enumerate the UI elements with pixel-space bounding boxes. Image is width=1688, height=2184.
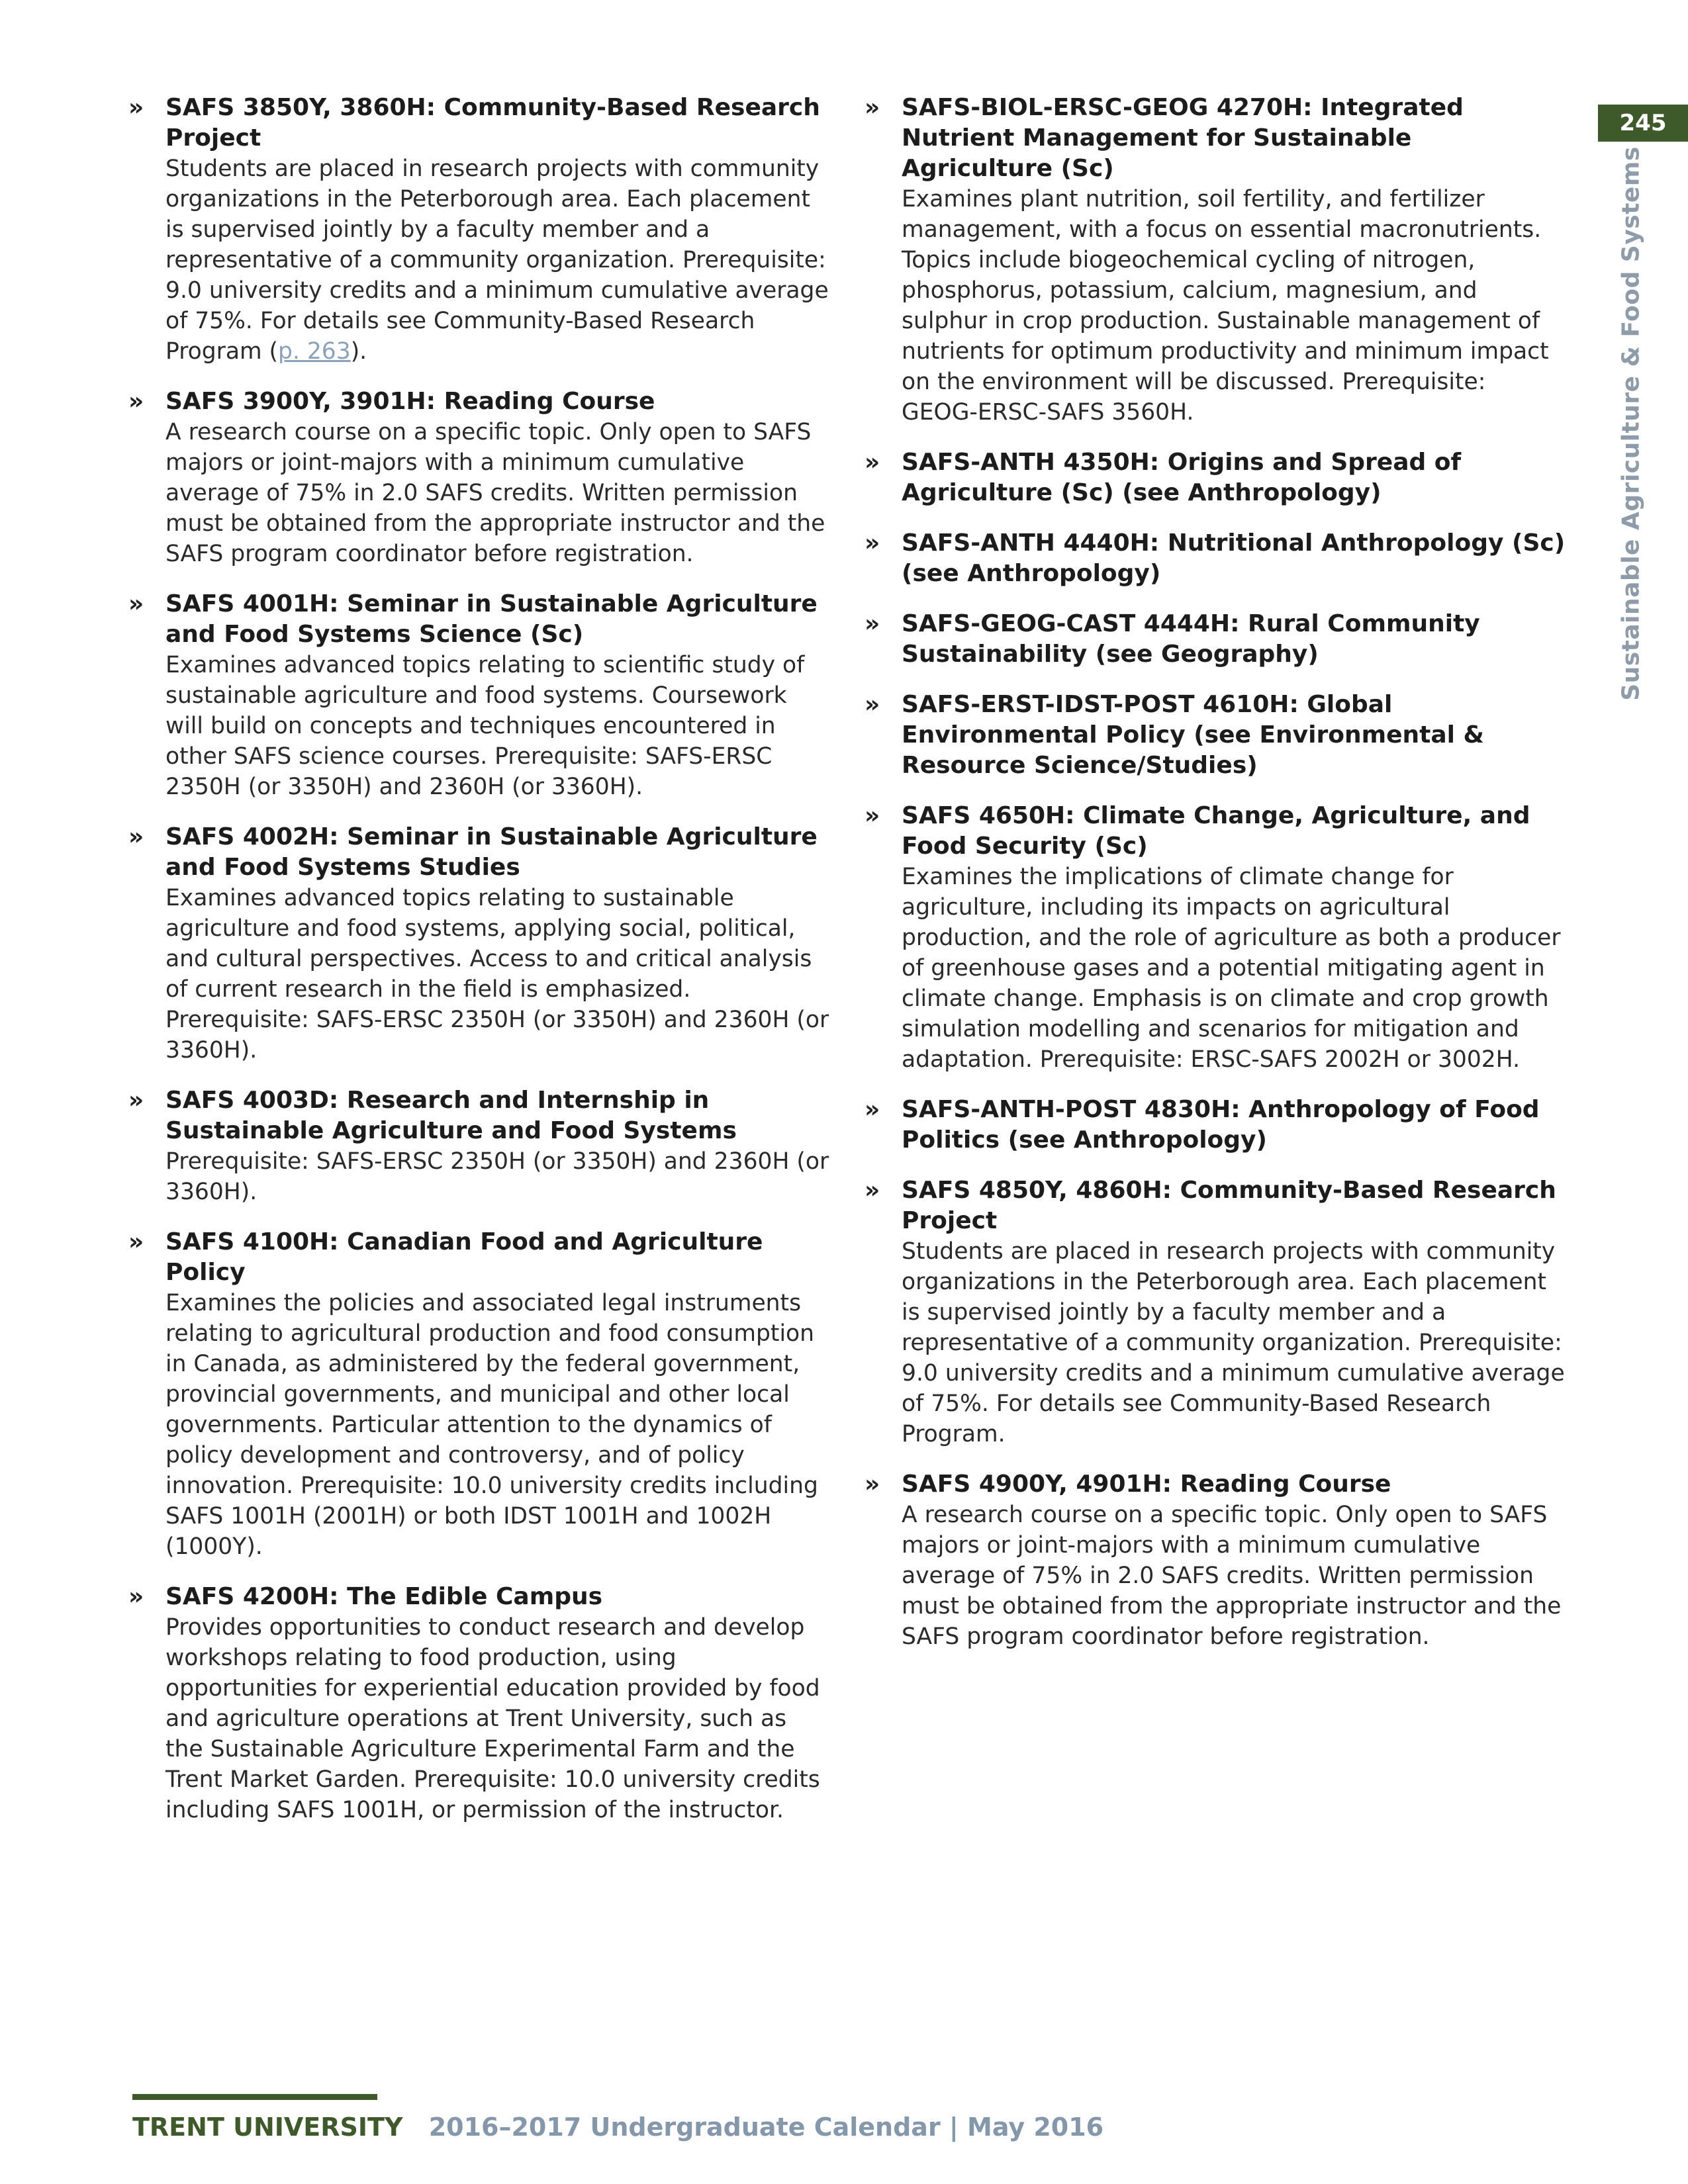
- course-title: SAFS 4200H: The Edible Campus: [165, 1583, 603, 1610]
- bullet-chevron-icon: »: [128, 1583, 144, 1610]
- bullet-chevron-icon: »: [865, 94, 880, 121]
- course-entry-safs-4001h: [128, 589, 830, 802]
- course-title: SAFS-ANTH-POST 4830H: Anthropology of Food Politics (see Anthropology): [902, 1096, 1540, 1154]
- bullet-chevron-icon: »: [128, 823, 144, 850]
- course-title: SAFS 4002H: Seminar in Sustainable Agriculture and Food Systems Studies: [165, 823, 818, 881]
- course-entry-safs-4002h: [128, 822, 830, 1066]
- course-entry-safs-4100h: [128, 1227, 830, 1562]
- course-description: Examines advanced topics relating to sustainable agriculture and food systems, applying social, political, and cultural perspectives. Access to and critical analysis of current research in the field is emphasized. Prerequisite: SAFS-ERSC 2350H (or 3350H) and 2360H (or 3360H).: [165, 885, 829, 1064]
- course-description-end: ).: [350, 338, 367, 365]
- course-title: SAFS 4100H: Canadian Food and Agriculture Policy: [165, 1228, 763, 1286]
- course-entry-safs-geog-4444h: [865, 609, 1566, 670]
- course-entry-safs-anth-4440h: [865, 528, 1566, 589]
- footer-divider: [132, 2094, 377, 2100]
- bullet-chevron-icon: »: [865, 1096, 880, 1123]
- course-description: A research course on a specific topic. Only open to SAFS majors or joint-majors with a minimum cumulative average of 75% in 2.0 SAFS credits. Written permission must be obtained from the appropriate instructor and the SAFS program coordinator before registration.: [165, 419, 825, 567]
- course-description-text: Students are placed in research projects with community organizations in the Peterborough area. Each placement is supervised jointly by a faculty member and a representative of a community organization. Prerequisite: 9.0 university credits and a minimum cumulative average of 75%. For details see Community-Based Research Program (: [165, 156, 829, 365]
- bullet-chevron-icon: »: [865, 802, 880, 829]
- course-description: A research course on a specific topic. Only open to SAFS majors or joint-majors with a minimum cumulative average of 75% in 2.0 SAFS credits. Written permission must be obtained from the appropriate instructor and the SAFS program coordinator before registration.: [902, 1502, 1562, 1650]
- bullet-chevron-icon: »: [128, 1087, 144, 1114]
- course-description: Examines advanced topics relating to scientific study of sustainable agriculture and food systems. Coursework will build on concepts and techniques encountered in other SAFS science courses. Prerequisite: SAFS-ERSC 2350H (or 3350H) and 2360H (or 3360H).: [165, 652, 805, 800]
- course-title: SAFS 4900Y, 4901H: Reading Course: [902, 1471, 1391, 1498]
- left-column: [128, 93, 830, 1845]
- course-entry-safs-4270h: [865, 93, 1566, 428]
- course-description: Provides opportunities to conduct research and develop workshops relating to food production, using opportunities for experiential education provided by food and agriculture operations at Trent University, such as the Sustainable Agriculture Experimental Farm and the Trent Market Garden. Prerequisite: 10.0 university credits including SAFS 1001H, or permission of the instructor.: [165, 1614, 820, 1823]
- bullet-chevron-icon: »: [865, 1471, 880, 1498]
- bullet-chevron-icon: »: [128, 1228, 144, 1255]
- course-description: Examines plant nutrition, soil fertility, and fertilizer management, with a focus on essential macronutrients. Topics include biogeochemical cycling of nitrogen, phosphorus, potassium, calcium, magnesium, and sulphur in crop production. Sustainable management of nutrients for optimum productivity and minimum impact on the environment will be discussed. Prerequisite: GEOG-ERSC-SAFS 3560H.: [902, 186, 1549, 426]
- course-title: SAFS 4850Y, 4860H: Community-Based Research Project: [902, 1177, 1556, 1234]
- course-entry-safs-anth-4350h: [865, 447, 1566, 508]
- course-title: SAFS 3900Y, 3901H: Reading Course: [165, 388, 655, 415]
- bullet-chevron-icon: »: [865, 449, 880, 476]
- course-title: SAFS-ERST-IDST-POST 4610H: Global Environmental Policy (see Environmental & Resource Science/Studies): [902, 691, 1484, 779]
- course-entry-safs-4650h: [865, 801, 1566, 1075]
- course-title: SAFS 4650H: Climate Change, Agriculture, and Food Security (Sc): [902, 802, 1530, 860]
- bullet-chevron-icon: »: [865, 610, 880, 637]
- course-entry-safs-4850y: [865, 1175, 1566, 1449]
- bullet-chevron-icon: »: [865, 691, 880, 718]
- footer-calendar-title: 2016–2017 Undergraduate Calendar | May 2016: [428, 2113, 1104, 2142]
- bullet-chevron-icon: »: [865, 1177, 880, 1204]
- course-title: SAFS-GEOG-CAST 4444H: Rural Community Sustainability (see Geography): [902, 610, 1480, 668]
- course-description: [165, 154, 830, 367]
- course-title: SAFS-BIOL-ERSC-GEOG 4270H: Integrated Nutrient Management for Sustainable Agriculture (Sc): [902, 94, 1464, 182]
- course-description: Examines the policies and associated legal instruments relating to agricultural production and food consumption in Canada, as administered by the federal government, provincial governments, and municipal and other local governments. Particular attention to the dynamics of policy development and controversy, and of policy innovation. Prerequisite: 10.0 university credits including SAFS 1001H (2001H) or both IDST 1001H and 1002H (1000Y).: [165, 1290, 818, 1560]
- course-description: Students are placed in research projects with community organizations in the Peterborough area. Each placement is supervised jointly by a faculty member and a representative of a community organization. Prerequisite: 9.0 university credits and a minimum cumulative average of 75%. For details see Community-Based Research Program.: [902, 1238, 1565, 1447]
- bullet-chevron-icon: »: [128, 590, 144, 617]
- course-description: Prerequisite: SAFS-ERSC 2350H (or 3350H) and 2360H (or 3360H).: [165, 1148, 829, 1205]
- course-title: SAFS-ANTH 4350H: Origins and Spread of Agriculture (Sc) (see Anthropology): [902, 449, 1462, 506]
- right-column: [865, 93, 1566, 1672]
- course-title: SAFS 4003D: Research and Internship in Sustainable Agriculture and Food Systems: [165, 1087, 737, 1144]
- page-number: 245: [1598, 105, 1688, 142]
- footer-institution: TRENT UNIVERSITY: [132, 2113, 403, 2142]
- footer: [132, 2111, 1103, 2143]
- bullet-chevron-icon: »: [128, 94, 144, 121]
- course-entry-safs-3850y: [128, 93, 830, 367]
- bullet-chevron-icon: »: [128, 388, 144, 415]
- course-entry-safs-4003d: [128, 1085, 830, 1207]
- course-entry-safs-anth-4830h: [865, 1095, 1566, 1156]
- course-description: Examines the implications of climate change for agriculture, including its impacts on agricultural production, and the role of agriculture as both a producer of greenhouse gases and a potential mitigating agent in climate change. Emphasis is on climate and crop growth simulation modelling and scenarios for mitigation and adaptation. Prerequisite: ERSC-SAFS 2002H or 3002H.: [902, 864, 1561, 1073]
- course-title: SAFS 3850Y, 3860H: Community-Based Research Project: [165, 94, 820, 152]
- section-title-vertical: Sustainable Agriculture & Food Systems: [1617, 146, 1645, 701]
- course-entry-safs-3900y: [128, 387, 830, 569]
- course-entry-safs-erst-4610h: [865, 690, 1566, 781]
- course-entry-safs-4900y: [865, 1469, 1566, 1652]
- course-title: SAFS 4001H: Seminar in Sustainable Agriculture and Food Systems Science (Sc): [165, 590, 818, 648]
- course-title: SAFS-ANTH 4440H: Nutritional Anthropology (Sc) (see Anthropology): [902, 529, 1566, 587]
- page-reference-link[interactable]: p. 263: [278, 338, 351, 365]
- course-entry-safs-4200h: [128, 1582, 830, 1825]
- bullet-chevron-icon: »: [865, 529, 880, 557]
